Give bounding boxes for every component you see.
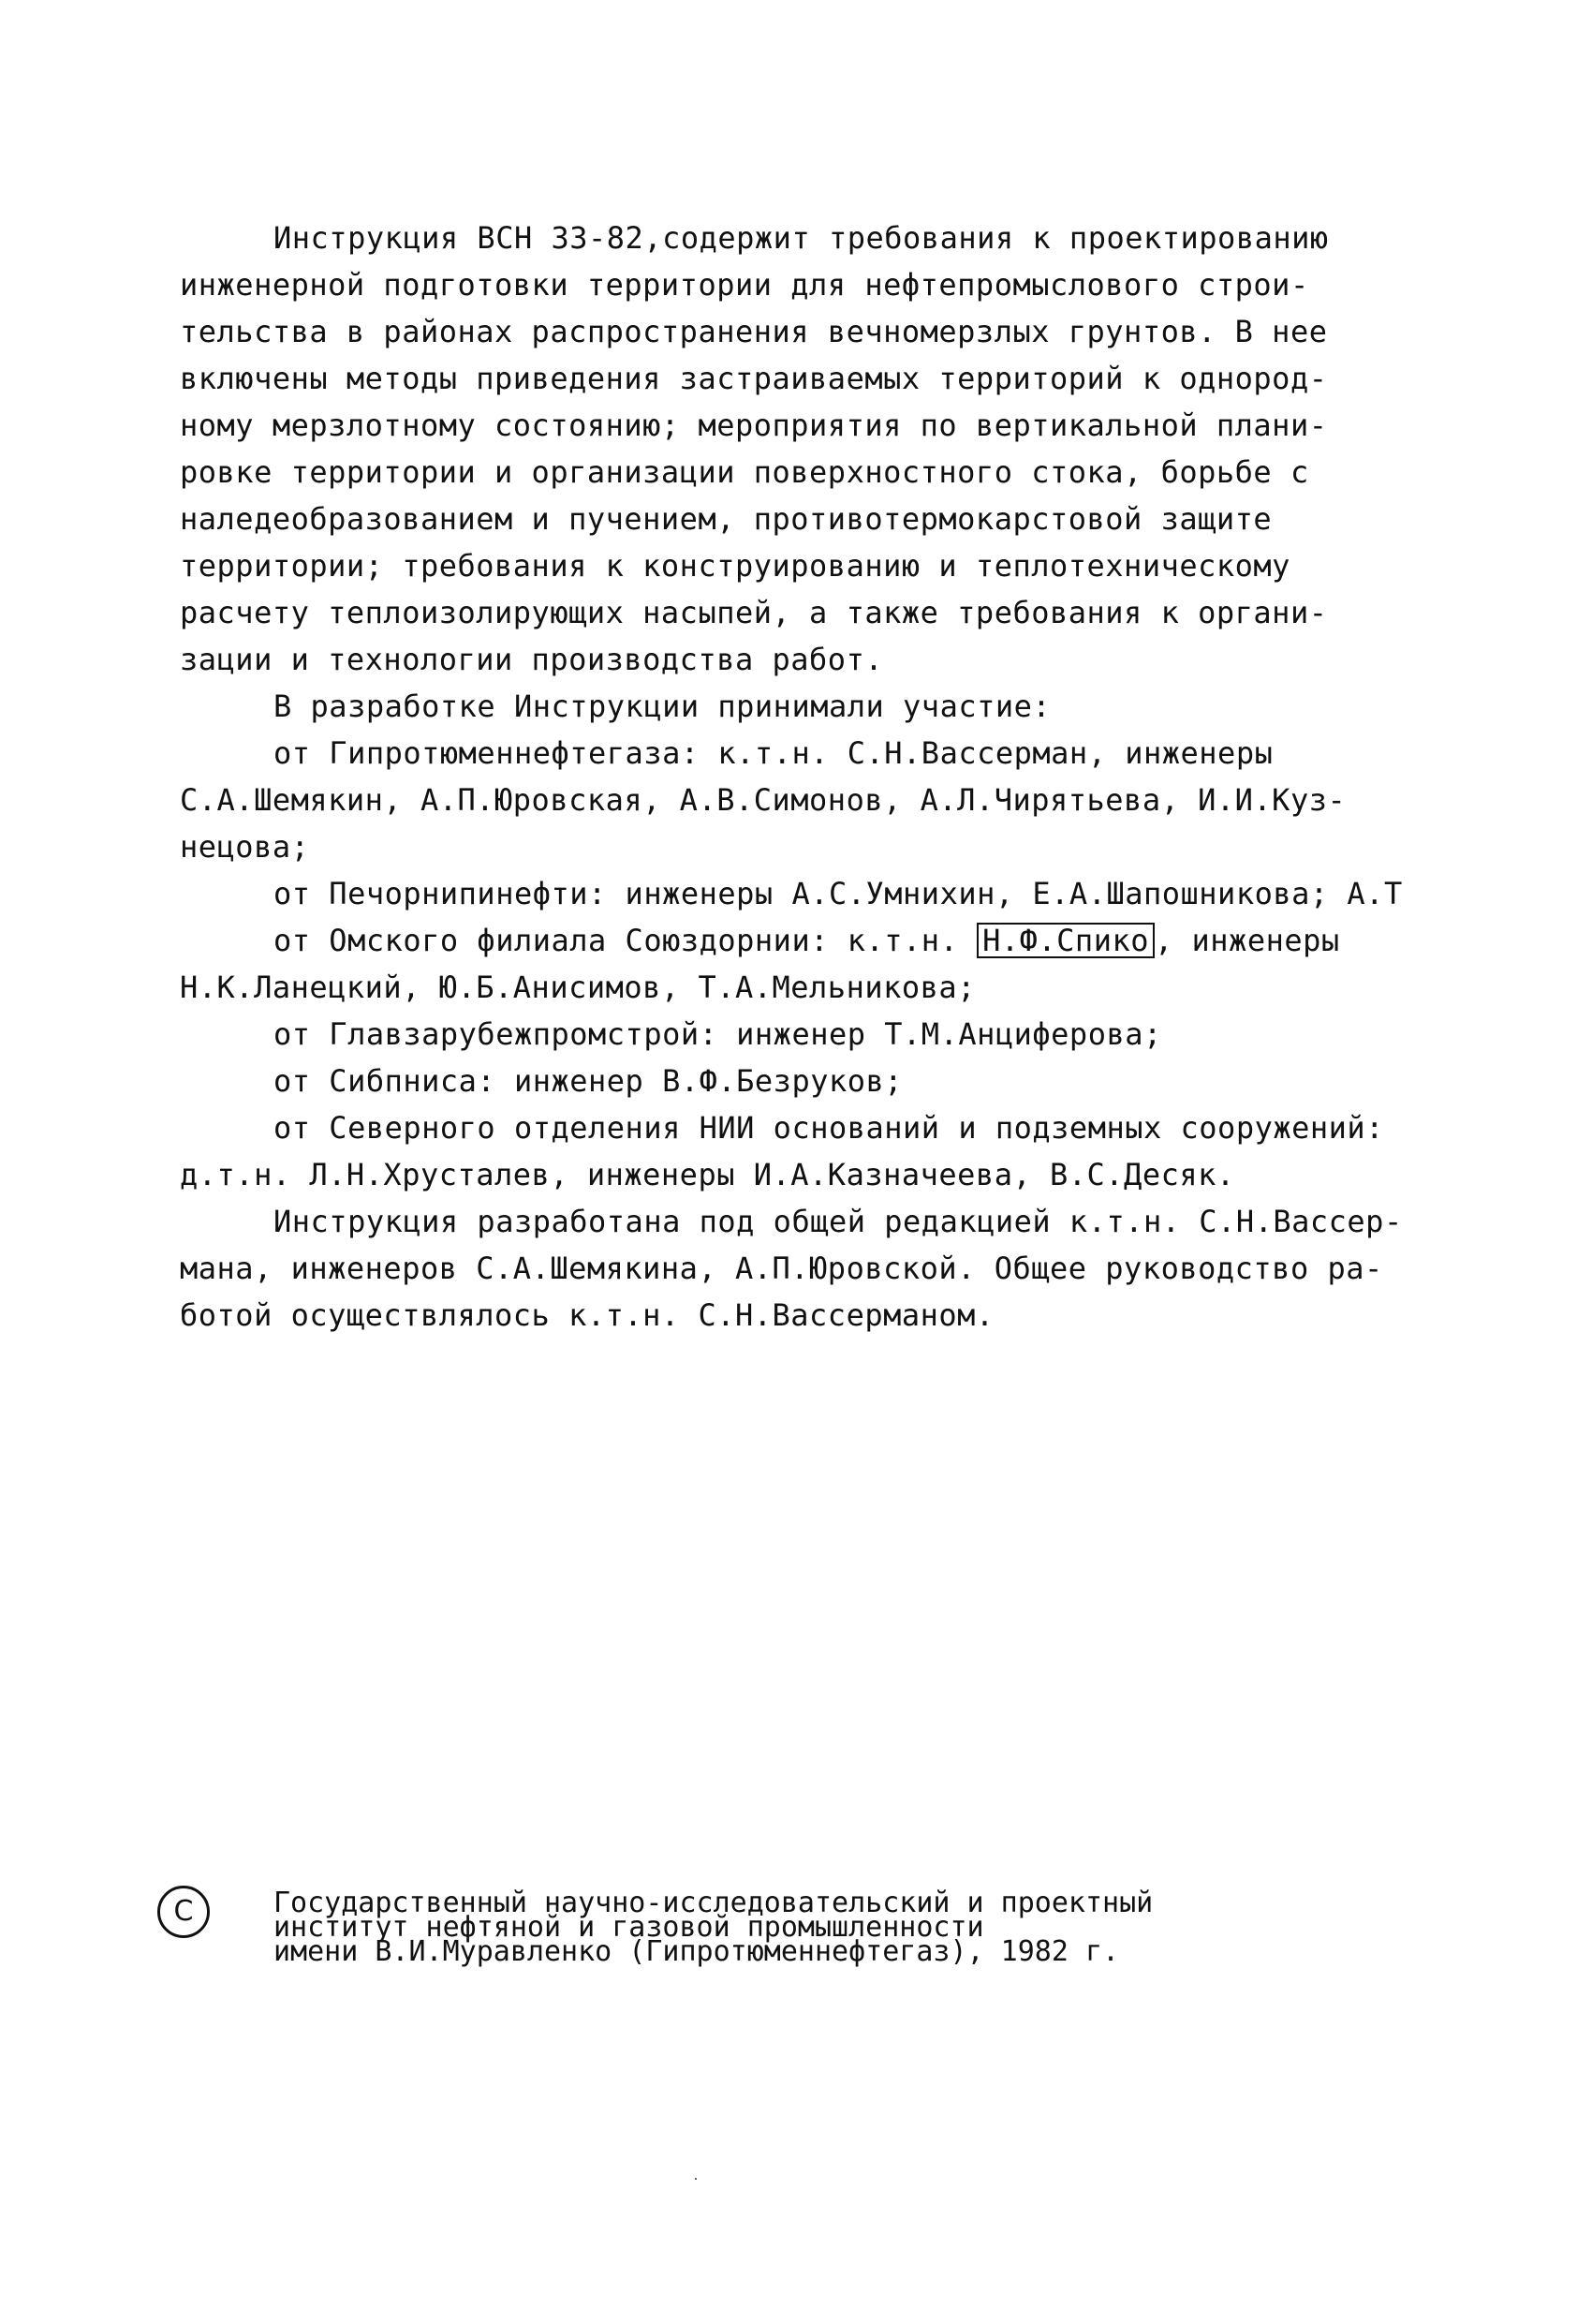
body-line: расчету теплоизолирующих насыпей, а также требования к органи- <box>180 595 1328 630</box>
boxed-name: Н.Ф.Спико <box>977 923 1155 958</box>
body-line: территории; требования к конструированию и теплотехническому <box>180 548 1290 584</box>
body-line: Инструкция ВСН 33-82,содержит требования к проектированию <box>273 220 1329 256</box>
imprint-line: Государственный научно-исследовательский и проектный <box>273 1887 1154 1919</box>
participant-line: от Сибпниса: инженер В.Ф.Безруков; <box>273 1063 904 1099</box>
body-line: наледеобразованием и пучением, противотермокарстовой защите <box>180 501 1273 537</box>
participant-line <box>273 923 1340 958</box>
imprint-line: имени В.И.Муравленко (Гипротюменнефтегаз), 1982 г. <box>273 1935 1120 1968</box>
participant-line: д.т.н. Л.Н.Хрусталев, инженеры И.А.Казначеева, В.С.Десяк. <box>180 1157 1235 1192</box>
body-line: включены методы приведения застраиваемых территорий к однород- <box>180 361 1328 396</box>
copyright-icon: C <box>157 1886 210 1938</box>
body-line: ровке территории и организации поверхностного стока, борьбе с <box>180 454 1309 490</box>
body-line: тельства в районах распространения вечномерзлых грунтов. В нее <box>180 314 1328 349</box>
participant-line: от Северного отделения НИИ оснований и подземных сооружений: <box>273 1110 1384 1146</box>
participant-prefix: от Омского филиала Союздорнии: к.т.н. <box>273 923 978 958</box>
participant-line: от Печорнипинефти: инженеры А.С.Умнихин, Е.А.Шапошникова; А.Т <box>273 876 1403 911</box>
speck <box>695 2178 697 2180</box>
participant-line: от Гипротюменнефтегаза: к.т.н. С.Н.Вассерман, инженеры <box>273 735 1274 771</box>
body-line: Инструкция разработана под общей редакцией к.т.н. С.Н.Вассер- <box>273 1204 1403 1239</box>
participant-line: от Главзарубежпромстрой: инженер Т.М.Анциферова; <box>273 1016 1162 1052</box>
body-line: ботой осуществлялось к.т.н. С.Н.Вассерманом. <box>180 1297 995 1333</box>
participant-line: нецова; <box>180 829 310 865</box>
body-line: ному мерзлотному состоянию; мероприятия по вертикальной плани- <box>180 407 1328 443</box>
participant-suffix: , инженеры <box>1154 923 1340 958</box>
body-line: мана, инженеров С.А.Шемякина, А.П.Юровской. Общее руководство ра- <box>180 1251 1383 1286</box>
participant-line: С.А.Шемякин, А.П.Юровская, А.В.Симонов, А.Л.Чирятьева, И.И.Куз- <box>180 782 1347 818</box>
imprint-line: институт нефтяной и газовой промышленности <box>273 1911 984 1944</box>
participant-line: Н.К.Ланецкий, Ю.Б.Анисимов, Т.А.Мельникова; <box>180 970 976 1005</box>
participants-intro: В разработке Инструкции принимали участие: <box>273 688 1052 724</box>
body-line: инженерной подготовки территории для нефтепромыслового строи- <box>180 267 1309 303</box>
body-line: зации и технологии производства работ. <box>180 642 884 677</box>
